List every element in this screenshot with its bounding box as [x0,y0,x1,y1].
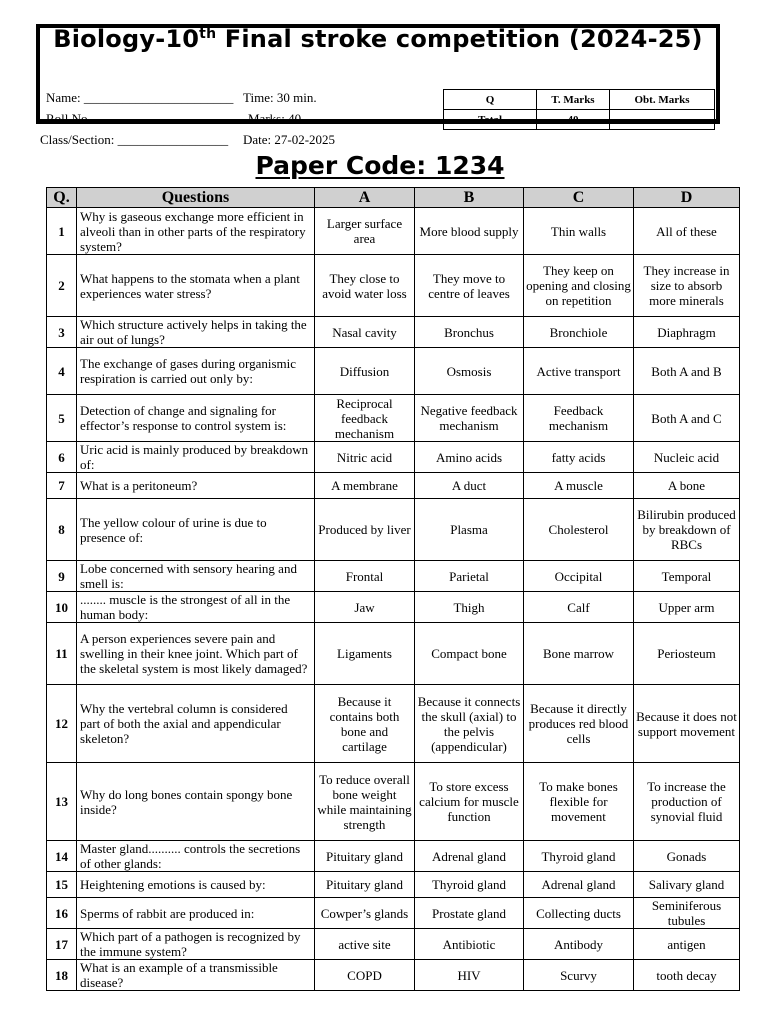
header-q: Q. [47,188,77,208]
option-c: Bone marrow [524,623,634,685]
question-number: 3 [47,317,77,348]
option-d: They increase in size to absorb more minerals [634,255,740,317]
question-text: Lobe concerned with sensory hearing and smell is: [77,561,315,592]
option-d: A bone [634,473,740,499]
question-number: 11 [47,623,77,685]
question-text: What is a peritoneum? [77,473,315,499]
option-d: Both A and B [634,348,740,395]
option-a: Jaw [315,592,415,623]
question-number: 8 [47,499,77,561]
question-text: A person experiences severe pain and swelling in their knee joint. Which part of the skeletal system is most likely damaged? [77,623,315,685]
option-b: Parietal [415,561,524,592]
question-number: 1 [47,208,77,255]
option-d: All of these [634,208,740,255]
option-a: Frontal [315,561,415,592]
obtained-marks [610,110,715,130]
question-row [47,685,740,763]
question-number: 15 [47,872,77,898]
question-row [47,561,740,592]
question-number: 5 [47,395,77,442]
option-b: Amino acids [415,442,524,473]
option-c: They keep on opening and closing on repetition [524,255,634,317]
option-d: Upper arm [634,592,740,623]
header-questions: Questions [77,188,315,208]
option-d: Periosteum [634,623,740,685]
question-text: Why the vertebral column is considered part of both the axial and appendicular skeleton? [77,685,315,763]
question-row [47,841,740,872]
paper-code: Paper Code: 1234 [255,151,505,180]
option-b: Negative feedback mechanism [415,395,524,442]
question-row [47,898,740,929]
question-number: 12 [47,685,77,763]
option-c: Adrenal gland [524,872,634,898]
option-d: Bilirubin produced by breakdown of RBCs [634,499,740,561]
header-b: B [415,188,524,208]
option-a: Pituitary gland [315,841,415,872]
total-label: Total [444,110,537,130]
option-b: HIV [415,960,524,991]
marks-label: Marks: 40 [248,111,302,126]
option-c: Antibody [524,929,634,960]
option-d: Nucleic acid [634,442,740,473]
option-d: tooth decay [634,960,740,991]
option-d: Seminiferous tubules [634,898,740,929]
question-row [47,960,740,991]
option-c: Thin walls [524,208,634,255]
question-text: What is an example of a transmissible disease? [77,960,315,991]
option-c: A muscle [524,473,634,499]
question-row [47,763,740,841]
option-c: Active transport [524,348,634,395]
question-text: Uric acid is mainly produced by breakdown of: [77,442,315,473]
option-b: Because it connects the skull (axial) to the pelvis (appendicular) [415,685,524,763]
question-text: Detection of change and signaling for effector’s response to control system is: [77,395,315,442]
option-d: antigen [634,929,740,960]
option-a: Produced by liver [315,499,415,561]
question-number: 7 [47,473,77,499]
marks-header-total: T. Marks [537,90,610,110]
question-row [47,442,740,473]
marks-header-q: Q [444,90,537,110]
page-title: Biology-10th Final stroke competition (2024-25) [53,25,703,53]
option-b: To store excess calcium for muscle function [415,763,524,841]
question-text: ........ muscle is the strongest of all in the human body: [77,592,315,623]
option-b: Bronchus [415,317,524,348]
option-a: Diffusion [315,348,415,395]
option-c: Feedback mechanism [524,395,634,442]
option-c: Calf [524,592,634,623]
question-number: 9 [47,561,77,592]
option-c: Scurvy [524,960,634,991]
question-number: 16 [47,898,77,929]
time-label: Time: 30 min. [243,90,317,105]
option-c: Cholesterol [524,499,634,561]
question-text: What happens to the stomata when a plant experiences water stress? [77,255,315,317]
option-b: Plasma [415,499,524,561]
option-c: Bronchiole [524,317,634,348]
option-a: Pituitary gland [315,872,415,898]
option-b: More blood supply [415,208,524,255]
option-d: To increase the production of synovial fluid [634,763,740,841]
option-b: Osmosis [415,348,524,395]
questions-table [46,187,740,991]
marks-header-obtained: Obt. Marks [610,90,715,110]
option-a: Because it contains both bone and cartilage [315,685,415,763]
option-b: Prostate gland [415,898,524,929]
question-number: 4 [47,348,77,395]
option-a: Larger surface area [315,208,415,255]
question-number: 17 [47,929,77,960]
option-a: Ligaments [315,623,415,685]
total-marks: 40 [537,110,610,130]
question-row [47,395,740,442]
question-row [47,255,740,317]
question-row [47,473,740,499]
option-d: Gonads [634,841,740,872]
question-text: Which part of a pathogen is recognized by the immune system? [77,929,315,960]
option-b: Thyroid gland [415,872,524,898]
option-a: They close to avoid water loss [315,255,415,317]
question-text: The exchange of gases during organismic respiration is carried out only by: [77,348,315,395]
marks-table [443,89,715,130]
name-field-label: Name: _______________________ [46,90,234,105]
option-a: COPD [315,960,415,991]
date-label: Date: 27-02-2025 [243,132,336,147]
question-text: Why do long bones contain spongy bone inside? [77,763,315,841]
option-a: Nasal cavity [315,317,415,348]
option-b: A duct [415,473,524,499]
option-c: To make bones flexible for movement [524,763,634,841]
question-text: The yellow colour of urine is due to presence of: [77,499,315,561]
question-row [47,317,740,348]
option-b: Thigh [415,592,524,623]
option-a: Reciprocal feedback mechanism [315,395,415,442]
option-d: Because it does not support movement [634,685,740,763]
option-a: Nitric acid [315,442,415,473]
option-b: Compact bone [415,623,524,685]
option-c: Occipital [524,561,634,592]
question-text: Sperms of rabbit are produced in: [77,898,315,929]
option-d: Both A and C [634,395,740,442]
option-b: Antibiotic [415,929,524,960]
option-a: Cowper’s glands [315,898,415,929]
option-d: Diaphragm [634,317,740,348]
option-c: Thyroid gland [524,841,634,872]
option-c: fatty acids [524,442,634,473]
question-number: 2 [47,255,77,317]
header-a: A [315,188,415,208]
class-section-label: Class/Section: _________________ [40,132,229,147]
question-row [47,872,740,898]
option-b: They move to centre of leaves [415,255,524,317]
question-row [47,499,740,561]
option-a: active site [315,929,415,960]
question-number: 6 [47,442,77,473]
question-row [47,592,740,623]
question-number: 10 [47,592,77,623]
question-text: Master gland.......... controls the secretions of other glands: [77,841,315,872]
question-number: 14 [47,841,77,872]
roll-no-label: Roll No [46,111,88,126]
question-text: Heightening emotions is caused by: [77,872,315,898]
question-row [47,623,740,685]
option-b: Adrenal gland [415,841,524,872]
question-row [47,929,740,960]
option-c: Collecting ducts [524,898,634,929]
header-c: C [524,188,634,208]
questions-header-row [47,188,740,208]
question-row [47,208,740,255]
question-number: 18 [47,960,77,991]
option-d: Salivary gland [634,872,740,898]
option-a: A membrane [315,473,415,499]
question-number: 13 [47,763,77,841]
question-text: Why is gaseous exchange more efficient in alveoli than in other parts of the respiratory system? [77,208,315,255]
question-row [47,348,740,395]
option-c: Because it directly produces red blood cells [524,685,634,763]
header-d: D [634,188,740,208]
option-a: To reduce overall bone weight while maintaining strength [315,763,415,841]
option-d: Temporal [634,561,740,592]
question-text: Which structure actively helps in taking the air out of lungs? [77,317,315,348]
